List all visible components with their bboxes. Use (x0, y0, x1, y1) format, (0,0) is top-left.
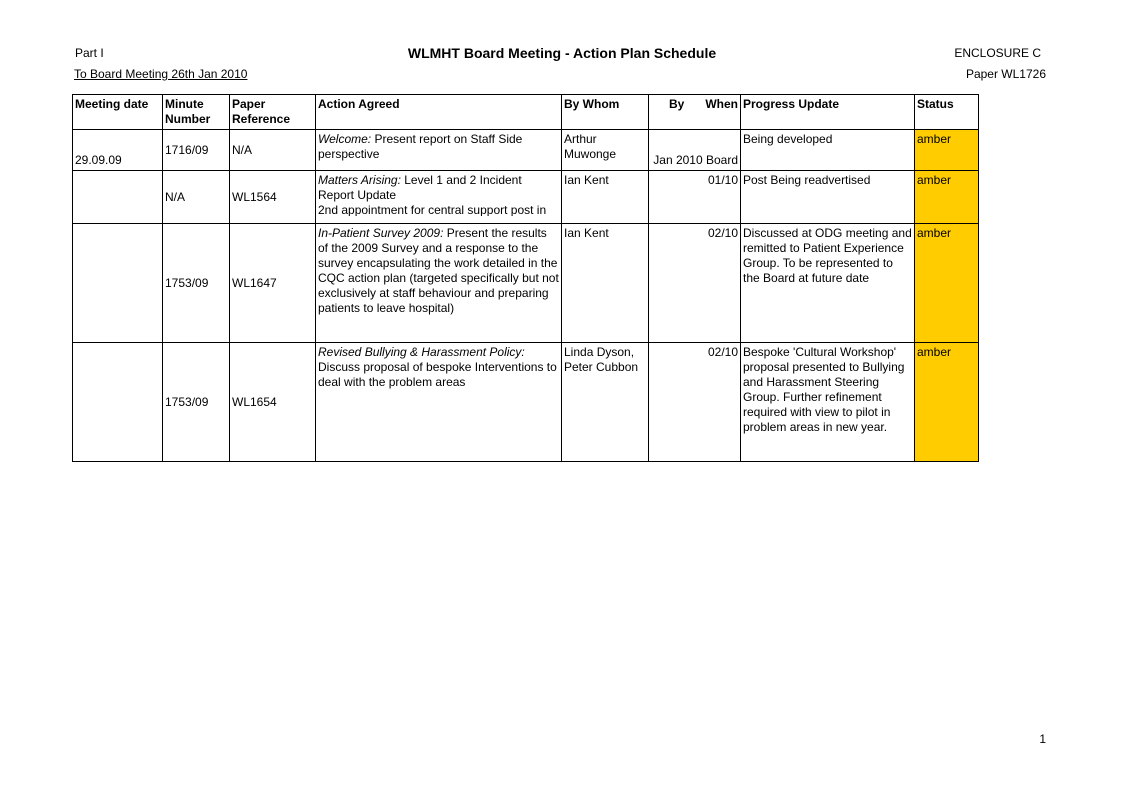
action-title: Revised Bullying & Harassment Policy: (318, 345, 525, 359)
cell-action-agreed (316, 171, 562, 224)
page-number: 1 (1039, 732, 1046, 746)
cell-paper-reference: N/A (230, 130, 316, 171)
enclosure-label: ENCLOSURE C (954, 46, 1041, 60)
col-status: Status (915, 95, 979, 130)
cell-minute-number: 1753/09 (163, 343, 230, 462)
action-text: Level 1 and 2 Incident Report Update (318, 173, 522, 202)
action-title: In-Patient Survey 2009: (318, 226, 444, 240)
cell-paper-reference: WL1647 (230, 224, 316, 343)
cell-meeting-date (73, 171, 163, 224)
part-label: Part I (75, 46, 104, 60)
table-row (73, 343, 979, 462)
table-row (73, 171, 979, 224)
col-when-label: When (705, 97, 738, 111)
cell-progress-update: Post Being readvertised (741, 171, 915, 224)
action-text-2: 2nd appointment for central support post in (318, 203, 547, 216)
cell-progress-update: Discussed at ODG meeting and remitted to Patient Experience Group. To be represented to the Board at future date (741, 224, 915, 343)
action-text: Present report on Staff Side perspective (318, 132, 523, 161)
col-action-agreed: Action Agreed (316, 95, 562, 130)
cell-by-whom: Ian Kent (562, 171, 649, 224)
action-plan-table (72, 94, 979, 462)
action-text: Discuss proposal of bespoke Interventions to deal with the problem areas (318, 360, 557, 389)
cell-paper-reference: WL1654 (230, 343, 316, 462)
cell-by-when: 02/10 (649, 343, 741, 462)
cell-by-whom: Linda Dyson, Peter Cubbon (562, 343, 649, 462)
action-text: Present the results of the 2009 Survey and a response to the survey encapsulating the work detailed in the CQC action plan (targeted specifically but not exclusively at staff behaviour and preparing patients to leave hospital) (318, 226, 559, 315)
cell-action-agreed (316, 130, 562, 171)
meeting-subtitle: To Board Meeting 26th Jan 2010 (74, 67, 248, 81)
cell-status: amber (915, 171, 979, 224)
cell-status: amber (915, 224, 979, 343)
col-by-whom: By Whom (562, 95, 649, 130)
col-by-when (649, 95, 741, 130)
cell-by-whom: Arthur Muwonge (562, 130, 649, 171)
col-minute-number: Minute Number (163, 95, 230, 130)
action-title: Matters Arising: (318, 173, 401, 187)
cell-by-when: Jan 2010 Board (649, 130, 741, 171)
cell-minute-number: 1753/09 (163, 224, 230, 343)
cell-by-when: 02/10 (649, 224, 741, 343)
cell-by-whom: Ian Kent (562, 224, 649, 343)
col-progress-update: Progress Update (741, 95, 915, 130)
col-meeting-date: Meeting date (73, 95, 163, 130)
cell-action-agreed (316, 343, 562, 462)
cell-meeting-date (73, 343, 163, 462)
action-title: Welcome: (318, 132, 372, 146)
cell-progress-update: Being developed (741, 130, 915, 171)
col-paper-reference: Paper Reference (230, 95, 316, 130)
cell-status: amber (915, 343, 979, 462)
paper-number: Paper WL1726 (965, 67, 1046, 81)
cell-minute-number: N/A (163, 171, 230, 224)
cell-paper-reference: WL1564 (230, 171, 316, 224)
table-header-row (73, 95, 979, 130)
cell-action-agreed (316, 224, 562, 343)
cell-status: amber (915, 130, 979, 171)
table-row (73, 130, 979, 171)
cell-minute-number: 1716/09 (163, 130, 230, 171)
cell-by-when: 01/10 (649, 171, 741, 224)
cell-meeting-date (73, 224, 163, 343)
cell-progress-update: Bespoke 'Cultural Workshop' proposal presented to Bullying and Harassment Steering Group. Further refinement required with view to pilot in problem areas in new year. (741, 343, 915, 462)
table-row (73, 224, 979, 343)
document-title-text: WLMHT Board Meeting - Action Plan Schedule (407, 45, 717, 61)
cell-meeting-date: 29.09.09 (73, 130, 163, 171)
col-by-label: By (669, 97, 685, 111)
